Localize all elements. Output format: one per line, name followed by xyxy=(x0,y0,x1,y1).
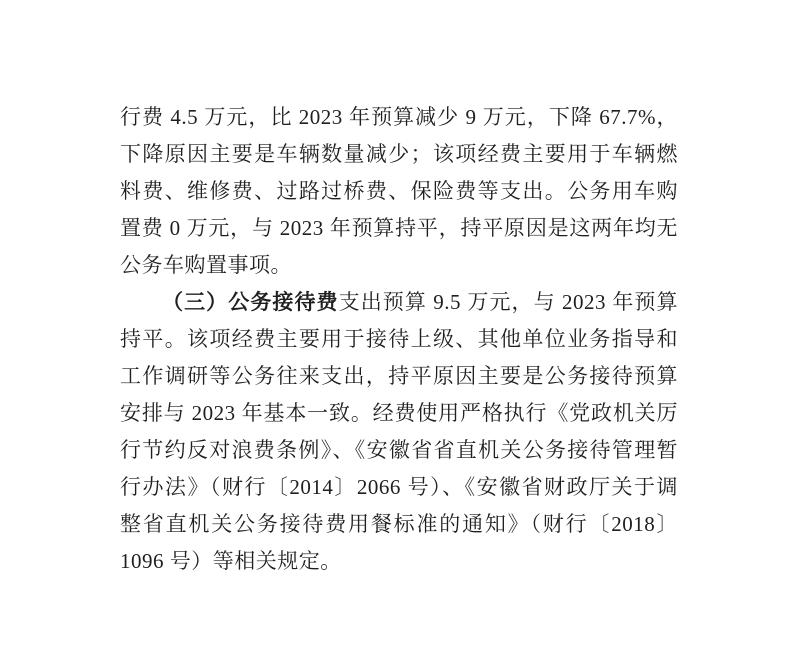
section-heading-rest: 支出预算 9.5 万元，与 2023 年预算 xyxy=(338,290,679,314)
text-line: 公务车购置事项。 xyxy=(120,253,292,277)
text-line: 工作调研等公务往来支出，持平原因主要是公务接待预算 xyxy=(120,364,678,388)
text-line: 行节约反对浪费条例》、《安徽省省直机关公务接待管理暂 xyxy=(120,438,678,462)
text-line: 行办法》（财行〔2014〕2066 号）、《安徽省财政厅关于调 xyxy=(120,475,678,499)
section-heading: （三）公务接待费 xyxy=(162,290,339,314)
text-line: 1096 号）等相关规定。 xyxy=(120,549,342,573)
text-line: 置费 0 万元，与 2023 年预算持平，持平原因是这两年均无 xyxy=(120,216,678,240)
text-line: 下降原因主要是车辆数量减少；该项经费主要用于车辆燃 xyxy=(120,142,678,166)
text-line: 整省直机关公务接待费用餐标准的通知》（财行〔2018〕 xyxy=(120,512,678,536)
text-block xyxy=(120,99,678,580)
text-line xyxy=(120,284,678,321)
text-line: 行费 4.5 万元，比 2023 年预算减少 9 万元，下降 67.7%， xyxy=(120,105,678,129)
text-line: 料费、维修费、过路过桥费、保险费等支出。公务用车购 xyxy=(120,179,678,203)
text-line: 持平。该项经费主要用于接待上级、其他单位业务指导和 xyxy=(120,327,678,351)
text-line: 安排与 2023 年基本一致。经费使用严格执行《党政机关厉 xyxy=(120,401,678,425)
